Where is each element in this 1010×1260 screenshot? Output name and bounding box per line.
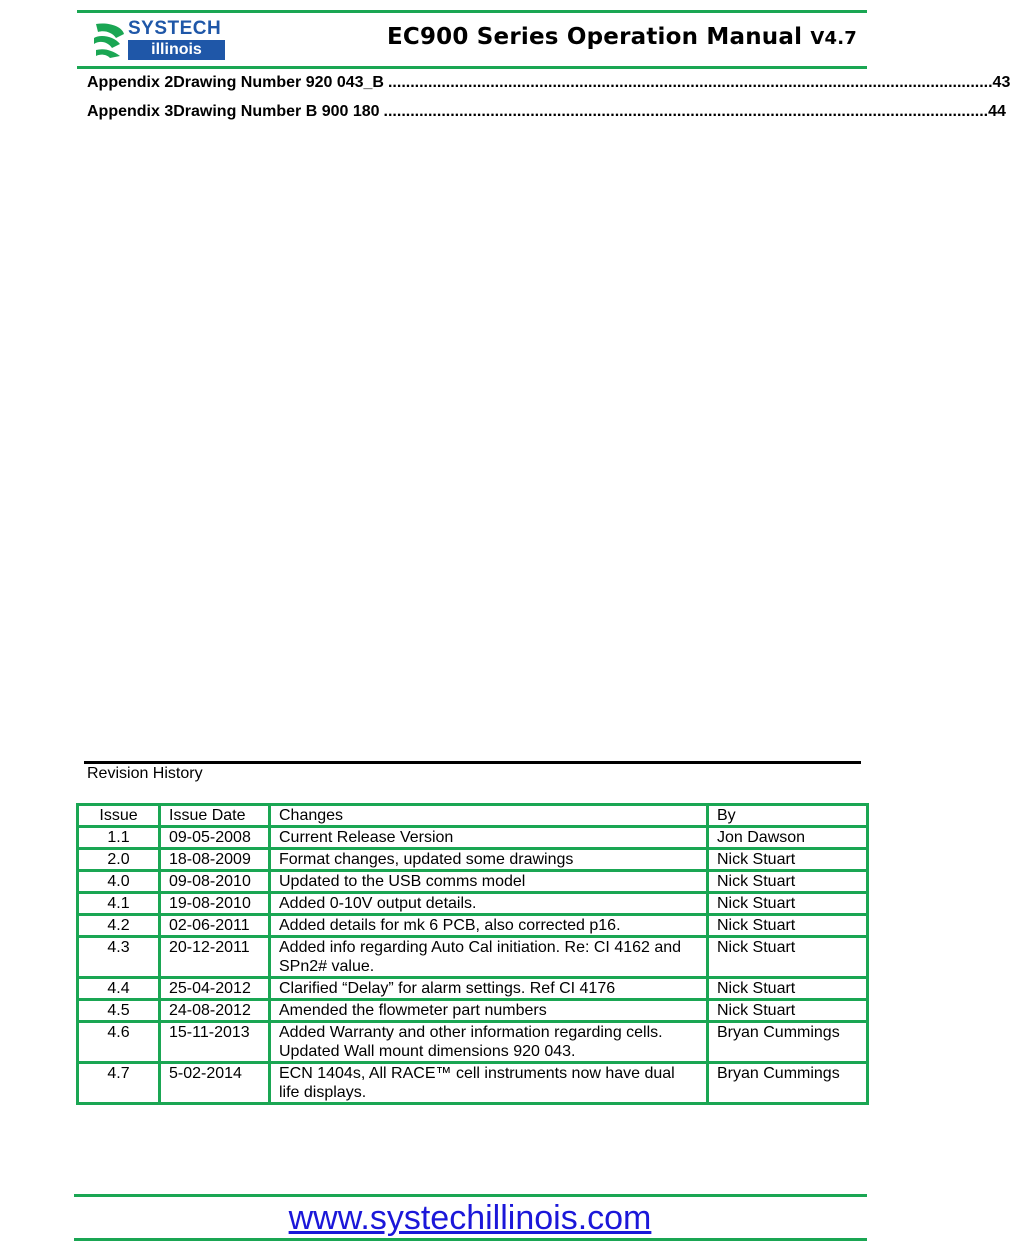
table-row [78, 893, 868, 915]
table-row [78, 827, 868, 849]
cell-changes: Current Release Version [270, 827, 708, 849]
section-divider [84, 761, 861, 764]
cell-issue: 1.1 [78, 827, 160, 849]
toc-entry[interactable] [87, 101, 1006, 123]
cell-issue-date: 09-05-2008 [160, 827, 270, 849]
table-row [78, 1022, 868, 1063]
table-row [78, 937, 868, 978]
cell-changes: Added Warranty and other information regarding cells. Updated Wall mount dimensions 920 043. [270, 1022, 708, 1063]
column-header-issue: Issue [78, 805, 160, 827]
document-title-text: EC900 Series Operation Manual [386, 24, 803, 50]
cell-changes: Added 0-10V output details. [270, 893, 708, 915]
cell-issue: 4.7 [78, 1063, 160, 1104]
logo-band [128, 40, 225, 60]
cell-changes: Updated to the USB comms model [270, 871, 708, 893]
table-row [78, 871, 868, 893]
cell-issue: 4.2 [78, 915, 160, 937]
cell-by: Nick Stuart [708, 849, 868, 871]
cell-issue-date: 20-12-2011 [160, 937, 270, 978]
toc-label: Appendix 3 [87, 103, 174, 120]
cell-by: Nick Stuart [708, 978, 868, 1000]
document-version: V4.7 [810, 28, 857, 49]
cell-issue: 4.1 [78, 893, 160, 915]
table-row [78, 1063, 868, 1104]
cell-issue: 4.6 [78, 1022, 160, 1063]
toc-leader: ........................................................................................................................................ [387, 74, 993, 91]
document-title [387, 24, 857, 50]
column-header-changes: Changes [270, 805, 708, 827]
cell-by: Bryan Cummings [708, 1022, 868, 1063]
cell-issue: 4.5 [78, 1000, 160, 1022]
cell-issue: 4.3 [78, 937, 160, 978]
cell-changes: ECN 1404s, All RACE™ cell instruments now have dual life displays. [270, 1063, 708, 1104]
header-rule-bottom [77, 66, 867, 69]
header-rule-top [77, 10, 867, 13]
cell-issue: 2.0 [78, 849, 160, 871]
cell-by: Nick Stuart [708, 893, 868, 915]
revision-history-heading: Revision History [87, 765, 203, 782]
cell-issue-date: 09-08-2010 [160, 871, 270, 893]
logo-word-systech: SYSTECH [128, 18, 222, 39]
cell-issue-date: 24-08-2012 [160, 1000, 270, 1022]
logo-swirl-icon [90, 20, 128, 60]
cell-issue-date: 18-08-2009 [160, 849, 270, 871]
toc-title: Drawing Number B 900 180 [173, 103, 380, 120]
table-row [78, 849, 868, 871]
cell-by: Jon Dawson [708, 827, 868, 849]
footer-rule-top [74, 1194, 867, 1197]
cell-changes: Format changes, updated some drawings [270, 849, 708, 871]
table-row [78, 1000, 868, 1022]
toc-entry[interactable] [87, 72, 1010, 94]
cell-by: Bryan Cummings [708, 1063, 868, 1104]
cell-by: Nick Stuart [708, 871, 868, 893]
cell-issue-date: 5-02-2014 [160, 1063, 270, 1104]
footer-rule-bottom [74, 1238, 867, 1241]
cell-issue-date: 25-04-2012 [160, 978, 270, 1000]
revision-history-table [76, 803, 869, 1105]
cell-by: Nick Stuart [708, 1000, 868, 1022]
table-header-row [78, 805, 868, 827]
toc-page: 43 [992, 74, 1010, 91]
cell-by: Nick Stuart [708, 937, 868, 978]
cell-issue-date: 02-06-2011 [160, 915, 270, 937]
column-header-by: By [708, 805, 868, 827]
cell-issue-date: 19-08-2010 [160, 893, 270, 915]
cell-issue-date: 15-11-2013 [160, 1022, 270, 1063]
cell-issue: 4.0 [78, 871, 160, 893]
cell-issue: 4.4 [78, 978, 160, 1000]
toc-label: Appendix 2 [87, 74, 174, 91]
table-row [78, 915, 868, 937]
cell-changes: Amended the flowmeter part numbers [270, 1000, 708, 1022]
cell-changes: Added info regarding Auto Cal initiation. Re: CI 4162 and SPn2# value. [270, 937, 708, 978]
table-row [78, 978, 868, 1000]
toc-leader: ........................................................................................................................................ [383, 103, 989, 120]
cell-by: Nick Stuart [708, 915, 868, 937]
cell-changes: Added details for mk 6 PCB, also corrected p16. [270, 915, 708, 937]
toc-title: Drawing Number 920 043_B [173, 74, 384, 91]
systech-logo [90, 18, 230, 62]
website-link[interactable]: www.systechillinois.com [288, 1199, 652, 1237]
column-header-issue-date: Issue Date [160, 805, 270, 827]
toc-page: 44 [988, 103, 1006, 120]
cell-changes: Clarified “Delay” for alarm settings. Ref CI 4176 [270, 978, 708, 1000]
logo-word-illinois: illinois [151, 41, 202, 58]
